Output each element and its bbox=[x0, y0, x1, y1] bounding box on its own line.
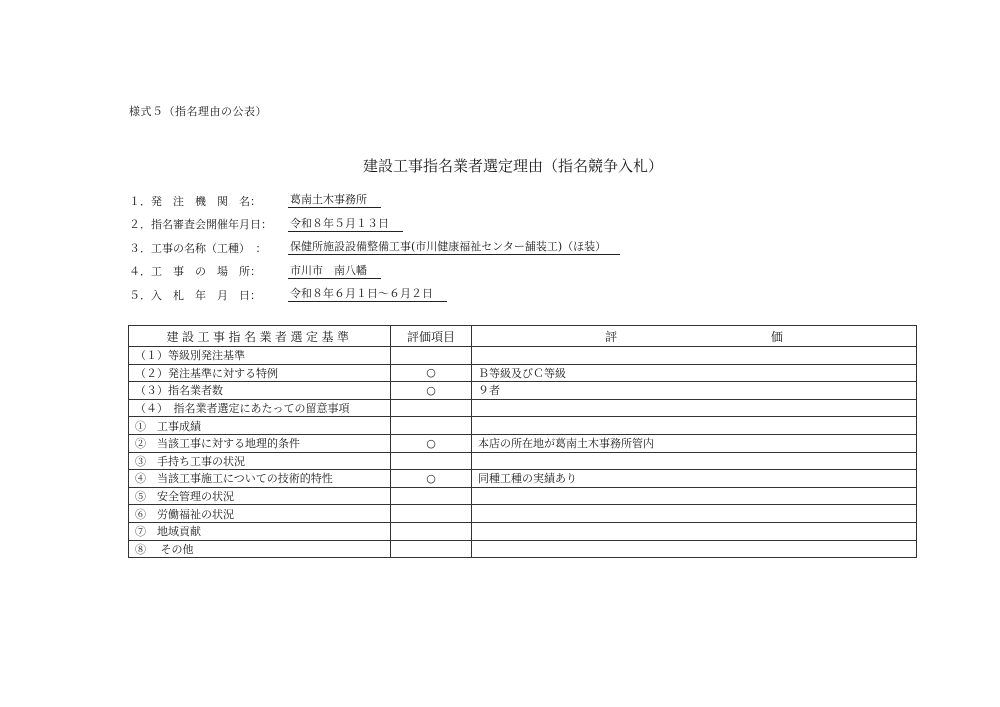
criterion-cell: ⑧ その他 bbox=[129, 540, 391, 558]
header-evaluation-item: 評価項目 bbox=[391, 326, 472, 347]
evaluation-cell bbox=[472, 522, 917, 540]
selection-criteria-table bbox=[128, 325, 917, 558]
mark-cell bbox=[391, 399, 472, 417]
document-title: 建設工事指名業者選定理由（指名競争入札） bbox=[362, 157, 663, 175]
table-row bbox=[129, 470, 917, 488]
info-value: 保健所施設設備整備工事(市川健康福祉センター舗装工)（ほ装） bbox=[288, 240, 620, 255]
info-label: ３．工事の名称（工種） ： bbox=[129, 241, 267, 255]
mark-cell bbox=[391, 347, 472, 365]
evaluation-cell: 本店の所在地が葛南土木事務所管内 bbox=[472, 434, 917, 452]
mark-cell bbox=[391, 540, 472, 558]
evaluation-cell bbox=[472, 347, 917, 365]
mark-cell bbox=[391, 452, 472, 470]
mark-cell bbox=[391, 417, 472, 435]
criterion-cell: （１）等級別発注基準 bbox=[129, 347, 391, 365]
table-row bbox=[129, 505, 917, 523]
table-row bbox=[129, 487, 917, 505]
evaluation-cell bbox=[472, 399, 917, 417]
criterion-cell: ③ 手持ち工事の状況 bbox=[129, 452, 391, 470]
criterion-cell: ④ 当該工事施工についての技術的特性 bbox=[129, 470, 391, 488]
info-row-review-date bbox=[129, 213, 620, 237]
mark-cell bbox=[391, 522, 472, 540]
info-label: １．発 注 機 関 名： bbox=[129, 194, 261, 208]
table-header-row bbox=[129, 326, 917, 347]
table-row bbox=[129, 452, 917, 470]
header-criteria: 建設工事指名業者選定基準 bbox=[129, 326, 391, 347]
criterion-cell: ② 当該工事に対する地理的条件 bbox=[129, 434, 391, 452]
table-row bbox=[129, 522, 917, 540]
info-row-work-name bbox=[129, 236, 620, 260]
form-number-label: 様式５（指名理由の公表） bbox=[129, 105, 267, 118]
evaluation-cell bbox=[472, 452, 917, 470]
info-row-work-location bbox=[129, 260, 620, 284]
criterion-cell: ⑦ 地域貢献 bbox=[129, 522, 391, 540]
info-value: 葛南土木事務所 bbox=[288, 193, 381, 208]
table-row bbox=[129, 417, 917, 435]
evaluation-cell bbox=[472, 505, 917, 523]
mark-cell: ○ bbox=[391, 434, 472, 452]
mark-cell bbox=[391, 505, 472, 523]
header-evaluation: 評 価 bbox=[472, 326, 917, 347]
table-row bbox=[129, 399, 917, 417]
criterion-cell: ⑥ 労働福祉の状況 bbox=[129, 505, 391, 523]
criterion-cell: （４） 指名業者選定にあたっての留意事項 bbox=[129, 399, 391, 417]
evaluation-cell bbox=[472, 417, 917, 435]
info-value: 令和８年５月１３日 bbox=[288, 217, 403, 232]
evaluation-cell bbox=[472, 487, 917, 505]
mark-cell bbox=[391, 487, 472, 505]
project-info-list bbox=[129, 189, 620, 307]
table-row bbox=[129, 540, 917, 558]
table-row bbox=[129, 347, 917, 365]
table-row bbox=[129, 364, 917, 382]
criterion-cell: ⑤ 安全管理の状況 bbox=[129, 487, 391, 505]
evaluation-cell: 同種工種の実績あり bbox=[472, 470, 917, 488]
table-row bbox=[129, 382, 917, 400]
evaluation-cell: Ｂ等級及びＣ等級 bbox=[472, 364, 917, 382]
criterion-cell: （３）指名業者数 bbox=[129, 382, 391, 400]
info-label: ２．指名審査会開催年月日： bbox=[129, 218, 272, 232]
evaluation-cell bbox=[472, 540, 917, 558]
mark-cell: ○ bbox=[391, 364, 472, 382]
info-label: ５．入 札 年 月 日： bbox=[129, 288, 261, 302]
info-row-bid-date bbox=[129, 283, 620, 307]
table-row bbox=[129, 434, 917, 452]
info-label: ４．工 事 の 場 所： bbox=[129, 265, 261, 279]
mark-cell: ○ bbox=[391, 470, 472, 488]
mark-cell: ○ bbox=[391, 382, 472, 400]
info-row-ordering-agency bbox=[129, 189, 620, 213]
criterion-cell: ① 工事成績 bbox=[129, 417, 391, 435]
info-value: 市川市 南八幡 bbox=[288, 264, 381, 279]
info-value: 令和８年６月１日～６月２日 bbox=[288, 287, 447, 302]
criterion-cell: （２）発注基準に対する特例 bbox=[129, 364, 391, 382]
evaluation-cell: ９者 bbox=[472, 382, 917, 400]
